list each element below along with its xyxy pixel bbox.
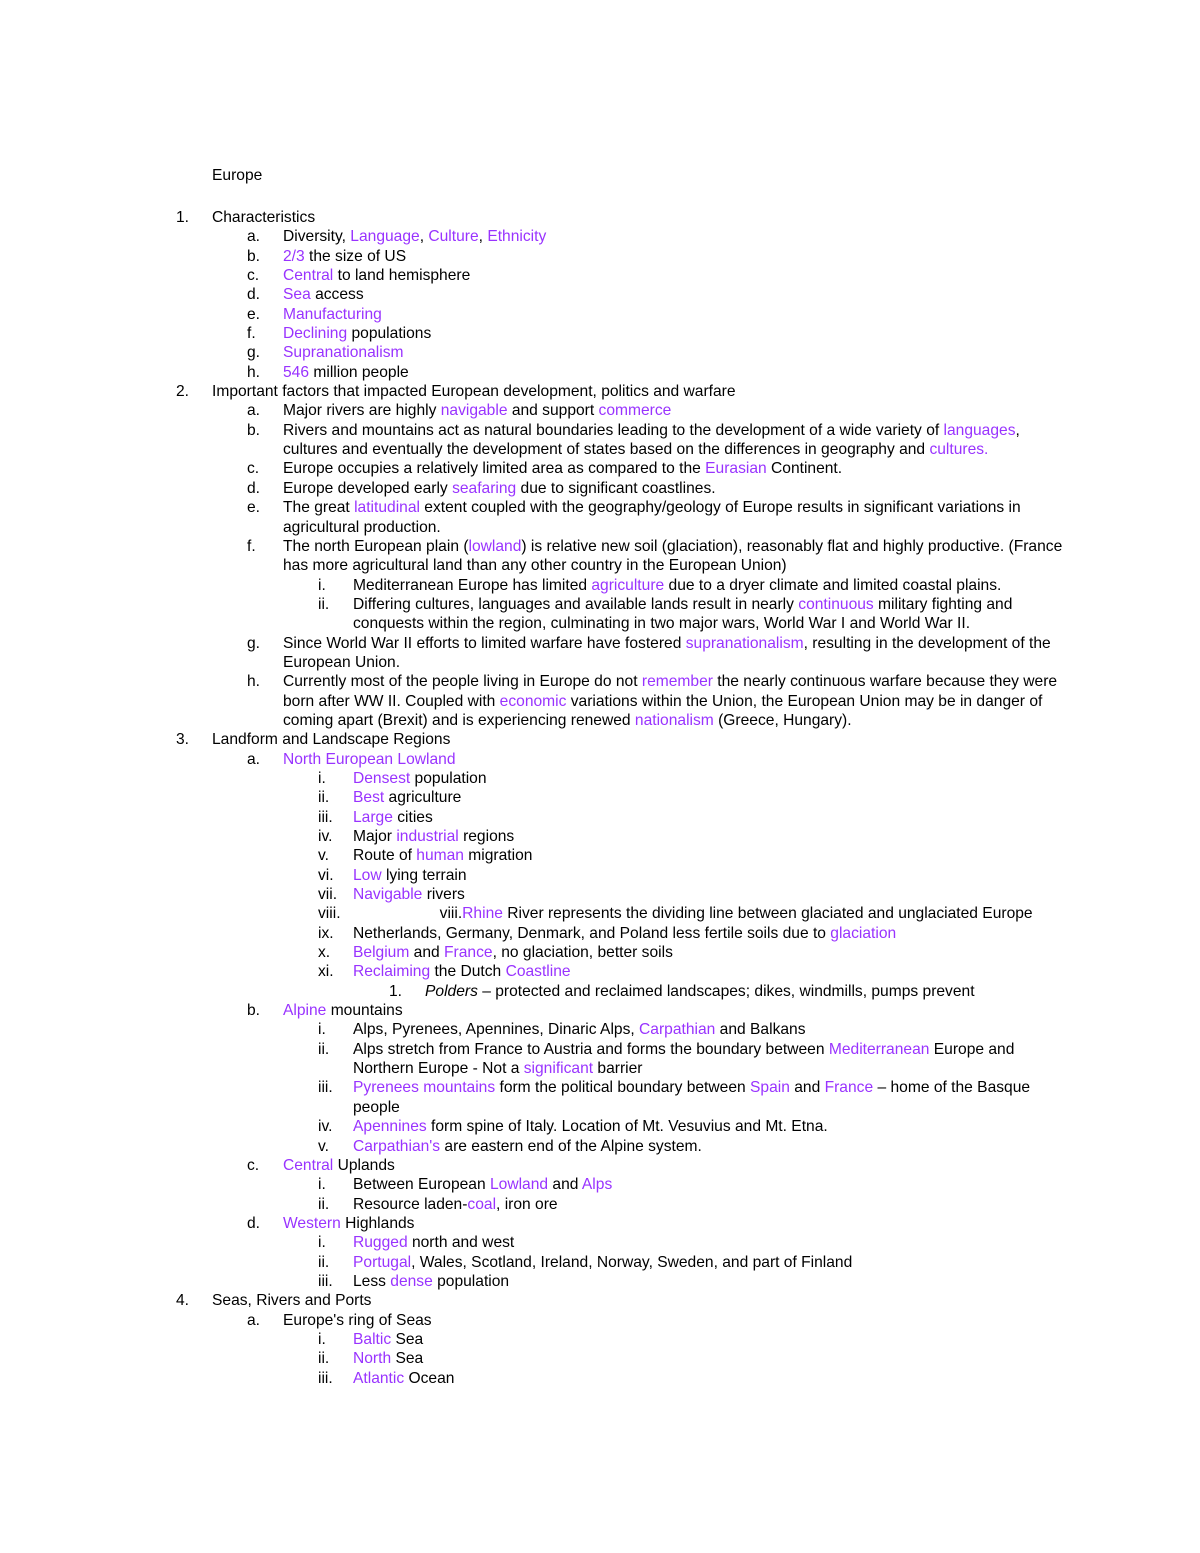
- list-marker: ii.: [318, 1195, 330, 1213]
- list-marker: iv.: [318, 828, 333, 845]
- list-marker: f.: [247, 325, 256, 343]
- text-run: Diversity,: [283, 228, 351, 246]
- list-marker: g.: [247, 344, 261, 362]
- highlighted-term: Baltic: [353, 1330, 392, 1348]
- item-text: [353, 1137, 1073, 1156]
- highlighted-term: Culture: [428, 228, 479, 246]
- list-marker: e.: [247, 499, 261, 517]
- text-run: – protected and reclaimed landscapes; dikes, windmills, pumps prevent: [477, 982, 975, 1000]
- text-run: Since World War II efforts to limited warfare have fostered: [283, 634, 686, 652]
- text-run: Sea: [391, 1350, 424, 1368]
- highlighted-term: cultures.: [929, 441, 989, 459]
- highlighted-term: Large: [353, 808, 393, 826]
- outline-item: [0, 498, 1200, 537]
- item-text: [283, 1156, 1073, 1175]
- list-marker: iv.: [318, 1118, 333, 1136]
- highlighted-term: Belgium: [353, 944, 410, 962]
- list-marker: 4.: [176, 1292, 190, 1310]
- list-marker: iii.: [318, 1272, 333, 1290]
- list-marker: ii.: [318, 789, 330, 807]
- text-run: Major: [353, 828, 397, 845]
- highlighted-term: Spain: [750, 1079, 790, 1097]
- highlighted-term: Western: [283, 1214, 341, 1232]
- outline-item: [0, 537, 1200, 576]
- text-run: and: [789, 1079, 825, 1097]
- text-run: barrier: [593, 1060, 643, 1078]
- item-text: [353, 885, 1073, 904]
- text-run: rivers: [422, 886, 465, 904]
- outline-list: [0, 208, 1200, 1388]
- list-marker: b.: [247, 421, 261, 439]
- highlighted-term: Supranationalism: [283, 344, 404, 362]
- highlighted-term: human: [416, 847, 464, 865]
- text-run: – home of the Basque people: [353, 1079, 1031, 1116]
- item-text: [353, 576, 1073, 595]
- text-run: Resource laden-: [353, 1195, 468, 1213]
- outline-item: [0, 1175, 1200, 1194]
- item-text: [353, 827, 1073, 846]
- outline-item: [0, 1291, 1200, 1310]
- text-run: agriculture: [384, 789, 462, 807]
- highlighted-term: Sea: [283, 286, 311, 304]
- outline-item: [0, 1117, 1200, 1136]
- text-run: ,: [419, 228, 429, 246]
- text-run: and Balkans: [715, 1021, 806, 1039]
- highlighted-term: navigable: [440, 402, 508, 420]
- highlighted-term: significant: [523, 1060, 594, 1078]
- text-run: lying terrain: [381, 866, 467, 884]
- list-marker: ii.: [318, 1350, 330, 1368]
- item-text: [353, 1195, 1073, 1214]
- list-marker: i.: [318, 769, 326, 787]
- text-run: regions: [458, 828, 515, 845]
- highlighted-term: agriculture: [591, 576, 665, 594]
- outline-item: [0, 943, 1200, 962]
- item-text: [283, 266, 1073, 285]
- highlighted-term: remember: [641, 673, 713, 691]
- text-run: Seas, Rivers and Ports: [212, 1292, 372, 1310]
- outline-item: [0, 324, 1200, 343]
- text-run: Between European: [353, 1176, 490, 1194]
- list-marker: i.: [318, 1234, 326, 1252]
- highlighted-term: seafaring: [452, 479, 517, 497]
- list-marker: f.: [247, 537, 256, 555]
- item-text: [283, 343, 1073, 362]
- outline-item: [0, 479, 1200, 498]
- list-marker: ii.: [318, 1253, 330, 1271]
- list-marker: iii.: [318, 808, 333, 826]
- item-text: [283, 305, 1073, 324]
- item-text: [283, 363, 1073, 382]
- text-run: Ocean: [404, 1369, 455, 1387]
- list-marker: a.: [247, 228, 261, 246]
- item-text: [353, 1369, 1073, 1388]
- text-run: population: [432, 1272, 510, 1290]
- outline-item: [0, 769, 1200, 788]
- text-run: and: [409, 944, 445, 962]
- list-marker: c.: [247, 1156, 260, 1174]
- highlighted-term: Central: [283, 267, 334, 285]
- item-text: [353, 866, 1073, 885]
- list-marker: vi.: [318, 866, 334, 884]
- list-marker: ii.: [318, 1040, 330, 1058]
- text-run: to land hemisphere: [333, 267, 471, 285]
- list-marker: iii.: [318, 1369, 333, 1387]
- item-text: [283, 634, 1073, 673]
- list-marker: a.: [247, 750, 261, 768]
- outline-item: [0, 595, 1200, 634]
- italic-term: Polders: [425, 982, 478, 1000]
- outline-item: [0, 266, 1200, 285]
- item-text: [353, 943, 1073, 962]
- text-run: Differing cultures, languages and available lands result in nearly: [353, 595, 799, 613]
- text-run: River represents the dividing line between glaciated and unglaciated Europe: [502, 905, 1033, 923]
- highlighted-term: dense: [390, 1272, 433, 1290]
- outline-item: [0, 1040, 1200, 1079]
- outline-item: [0, 1078, 1200, 1117]
- list-marker: b.: [247, 247, 261, 265]
- text-run: cities: [392, 808, 433, 826]
- list-marker: a.: [247, 1311, 261, 1329]
- text-run: migration: [463, 847, 533, 865]
- outline-item: [0, 846, 1200, 865]
- text-run: the nearly continuous warfare because they were born after WW II. Coupled with: [283, 673, 1058, 710]
- item-text: [353, 1117, 1073, 1136]
- outline-item: [0, 885, 1200, 904]
- text-run: (Greece, Hungary).: [713, 711, 852, 729]
- text-run: extent coupled with the geography/geology of Europe results in significant variations in agricultural production.: [283, 499, 1021, 536]
- list-marker: i.: [318, 576, 326, 594]
- list-marker: i.: [318, 1021, 326, 1039]
- outline-item: [0, 788, 1200, 807]
- list-marker: 2.: [176, 383, 190, 401]
- highlighted-term: Densest: [353, 769, 411, 787]
- item-text: [283, 421, 1073, 460]
- outline-item: [0, 1311, 1200, 1330]
- text-run: Rivers and mountains act as natural boundaries leading to the development of a wide variety of: [283, 421, 944, 439]
- item-text: [283, 672, 1073, 730]
- list-marker: b.: [247, 1002, 261, 1020]
- item-text: [283, 1311, 1073, 1330]
- outline-item: [0, 343, 1200, 362]
- text-run: mountains: [326, 1002, 403, 1020]
- item-text: [353, 1272, 1073, 1291]
- highlighted-term: 546: [283, 363, 310, 381]
- text-run: ,: [478, 228, 488, 246]
- item-text: [283, 401, 1073, 420]
- text-run: variations within the Union, the European Union may be in danger of coming apart (Brexit) and is experiencing renewed: [283, 692, 1043, 729]
- text-run: Europe's ring of Seas: [283, 1311, 432, 1329]
- outline-item: [0, 401, 1200, 420]
- item-text: [283, 459, 1073, 478]
- highlighted-term: lowland: [468, 537, 522, 555]
- highlighted-term: Central: [283, 1156, 334, 1174]
- text-run: Highlands: [340, 1214, 415, 1232]
- item-text: [283, 750, 1073, 769]
- item-text: [353, 1020, 1073, 1039]
- outline-item: [0, 285, 1200, 304]
- outline-item: [0, 1233, 1200, 1252]
- highlighted-term: continuous: [798, 595, 874, 613]
- item-text: [283, 285, 1073, 304]
- item-text: [353, 904, 1073, 923]
- text-run: north and west: [407, 1234, 515, 1252]
- item-text: [212, 1291, 1072, 1310]
- item-text: [353, 1330, 1073, 1349]
- highlighted-term: France: [824, 1079, 874, 1097]
- list-marker: xi.: [318, 963, 334, 981]
- text-run: ) is relative new soil (glaciation), reasonably flat and highly productive. (France has more agricultural land than any other country in the European Union): [283, 537, 1063, 575]
- outline-item: [0, 634, 1200, 673]
- text-run: Europe developed early: [283, 479, 453, 497]
- text-run: and: [548, 1176, 582, 1194]
- list-marker: i.: [318, 1330, 326, 1348]
- highlighted-term: Manufacturing: [283, 305, 382, 323]
- outline-item: [0, 982, 1200, 1001]
- highlighted-term: Portugal: [353, 1253, 412, 1271]
- text-run: viii.: [353, 905, 463, 923]
- outline-item: [0, 1349, 1200, 1368]
- outline-item: [0, 904, 1200, 923]
- text-run: Continent.: [766, 460, 843, 478]
- outline-item: [0, 382, 1200, 401]
- highlighted-term: Pyrenees mountains: [353, 1079, 496, 1097]
- highlighted-term: latitudinal: [354, 499, 420, 517]
- text-run: Alps, Pyrenees, Apennines, Dinaric Alps,: [353, 1021, 640, 1039]
- outline-item: [0, 1253, 1200, 1272]
- highlighted-term: nationalism: [634, 711, 714, 729]
- text-run: are eastern end of the Alpine system.: [440, 1137, 702, 1155]
- outline-item: [0, 962, 1200, 981]
- item-text: [353, 595, 1073, 634]
- text-run: , no glaciation, better soils: [492, 944, 673, 962]
- outline-item: [0, 750, 1200, 769]
- text-run: the Dutch: [430, 963, 506, 981]
- outline-item: [0, 1272, 1200, 1291]
- text-run: Mediterranean Europe has limited: [353, 576, 592, 594]
- text-run: and support: [507, 402, 599, 420]
- outline-item: [0, 1001, 1200, 1020]
- text-run: populations: [347, 325, 432, 343]
- item-text: [212, 730, 1072, 749]
- highlighted-term: Declining: [283, 325, 348, 343]
- outline-item: [0, 827, 1200, 846]
- outline-item: [0, 1214, 1200, 1233]
- text-run: Europe occupies a relatively limited area as compared to the: [283, 460, 706, 478]
- text-run: , cultures and eventually the development of states based on the differences in geography and: [283, 421, 1020, 459]
- highlighted-term: Navigable: [353, 886, 423, 904]
- highlighted-term: Alpine: [283, 1002, 327, 1020]
- highlighted-term: Reclaiming: [353, 963, 431, 981]
- item-text: [353, 924, 1073, 943]
- highlighted-term: Carpathian's: [353, 1137, 441, 1155]
- list-marker: v.: [318, 847, 329, 865]
- highlighted-term: Eurasian: [705, 460, 767, 478]
- text-run: Europe and Northern Europe - Not a: [353, 1040, 1015, 1078]
- text-run: The north European plain (: [283, 537, 469, 555]
- text-run: due to a dryer climate and limited coastal plains.: [664, 576, 1002, 594]
- list-marker: h.: [247, 363, 261, 381]
- item-text: [353, 846, 1073, 865]
- item-text: [283, 537, 1073, 576]
- text-run: Netherlands, Germany, Denmark, and Poland less fertile soils due to: [353, 924, 831, 942]
- list-marker: viii.: [318, 905, 341, 923]
- highlighted-term: France: [444, 944, 493, 962]
- outline-item: [0, 808, 1200, 827]
- item-text: [353, 769, 1073, 788]
- text-run: , iron ore: [496, 1195, 558, 1213]
- text-run: Alps stretch from France to Austria and forms the boundary between: [353, 1040, 829, 1058]
- item-text: [283, 479, 1073, 498]
- highlighted-term: industrial: [396, 828, 459, 845]
- list-marker: h.: [247, 673, 261, 691]
- outline-item: [0, 1137, 1200, 1156]
- text-run: The great: [283, 499, 355, 517]
- item-text: [353, 1349, 1073, 1368]
- item-text: [283, 227, 1073, 246]
- highlighted-term: coal: [467, 1195, 497, 1213]
- highlighted-term: supranationalism: [685, 634, 804, 652]
- highlighted-term: Low: [353, 866, 382, 884]
- outline-item: [0, 1330, 1200, 1349]
- outline-item: [0, 208, 1200, 227]
- outline-item: [0, 1156, 1200, 1175]
- list-marker: i.: [318, 1176, 326, 1194]
- item-text: [283, 247, 1073, 266]
- list-marker: d.: [247, 286, 261, 304]
- highlighted-term: Mediterranean: [828, 1040, 930, 1058]
- item-text: [353, 1175, 1073, 1194]
- outline-item: [0, 363, 1200, 382]
- text-run: form the political boundary between: [495, 1079, 751, 1097]
- list-marker: v.: [318, 1137, 329, 1155]
- highlighted-term: glaciation: [830, 924, 897, 942]
- highlighted-term: Lowland: [489, 1176, 549, 1194]
- highlighted-term: North European Lowland: [283, 750, 456, 768]
- list-marker: x.: [318, 944, 331, 962]
- item-text: [353, 962, 1073, 981]
- outline-item: [0, 459, 1200, 478]
- text-run: Route of: [353, 847, 417, 865]
- text-run: Less: [353, 1272, 391, 1290]
- text-run: Sea: [391, 1330, 424, 1348]
- item-text: [353, 808, 1073, 827]
- text-run: due to significant coastlines.: [516, 479, 716, 497]
- document-title: Europe: [212, 167, 263, 184]
- text-run: , Wales, Scotland, Ireland, Norway, Sweden, and part of Finland: [411, 1253, 853, 1271]
- outline-item: [0, 421, 1200, 460]
- text-run: Landform and Landscape Regions: [212, 731, 451, 749]
- list-marker: vii.: [318, 886, 338, 904]
- highlighted-term: Language: [350, 228, 420, 246]
- item-text: [425, 982, 1073, 1001]
- highlighted-term: Atlantic: [353, 1369, 405, 1387]
- outline-item: [0, 247, 1200, 266]
- text-run: form spine of Italy. Location of Mt. Vesuvius and Mt. Etna.: [426, 1118, 828, 1136]
- item-text: [353, 1078, 1073, 1117]
- highlighted-term: North: [353, 1350, 392, 1368]
- list-marker: d.: [247, 1214, 261, 1232]
- list-marker: ii.: [318, 595, 330, 613]
- outline-item: [0, 1369, 1200, 1388]
- highlighted-term: Carpathian: [639, 1021, 716, 1039]
- highlighted-term: Rugged: [353, 1234, 408, 1252]
- text-run: million people: [309, 363, 409, 381]
- text-run: Uplands: [333, 1156, 395, 1174]
- list-marker: d.: [247, 479, 261, 497]
- outline-item: [0, 672, 1200, 730]
- outline-item: [0, 924, 1200, 943]
- highlighted-term: 2/3: [283, 247, 305, 265]
- text-run: the size of US: [304, 247, 407, 265]
- outline-item: [0, 576, 1200, 595]
- list-marker: c.: [247, 460, 260, 478]
- outline-item: [0, 730, 1200, 749]
- highlighted-term: Ethnicity: [487, 228, 547, 246]
- highlighted-term: Apennines: [353, 1118, 427, 1136]
- item-text: [353, 1040, 1073, 1079]
- outline-item: [0, 227, 1200, 246]
- outline-item: [0, 305, 1200, 324]
- text-run: Characteristics: [212, 209, 316, 226]
- item-text: [283, 324, 1073, 343]
- highlighted-term: Best: [353, 789, 385, 807]
- outline-item: [0, 1020, 1200, 1039]
- item-text: [283, 1214, 1073, 1233]
- item-text: [283, 1001, 1073, 1020]
- text-run: Important factors that impacted European development, politics and warfare: [212, 383, 736, 401]
- outline-item: [0, 866, 1200, 885]
- highlighted-term: economic: [499, 692, 567, 710]
- item-text: [212, 382, 1072, 401]
- text-run: Currently most of the people living in Europe do not: [283, 673, 642, 691]
- highlighted-term: Alps: [581, 1176, 613, 1194]
- list-marker: c.: [247, 267, 260, 285]
- highlighted-term: Rhine: [462, 905, 503, 923]
- list-marker: 1.: [176, 209, 190, 226]
- item-text: [353, 1253, 1073, 1272]
- item-text: [353, 1233, 1073, 1252]
- item-text: [212, 208, 1072, 227]
- text-run: population: [410, 769, 487, 787]
- outline-item: [0, 1195, 1200, 1214]
- item-text: [353, 788, 1073, 807]
- list-marker: iii.: [318, 1079, 333, 1097]
- highlighted-term: Coastline: [505, 963, 571, 981]
- item-text: [283, 498, 1073, 537]
- text-run: access: [310, 286, 364, 304]
- list-marker: 3.: [176, 731, 190, 749]
- list-marker: e.: [247, 305, 261, 323]
- text-run: military fighting and conquests within the region, culminating in two major wars, World War I and World War II.: [353, 595, 1013, 633]
- list-marker: 1.: [389, 982, 403, 1000]
- list-marker: ix.: [318, 924, 334, 942]
- list-marker: a.: [247, 402, 261, 420]
- text-run: Major rivers are highly: [283, 402, 441, 420]
- highlighted-term: commerce: [598, 402, 672, 420]
- text-run: , resulting in the development of the European Union.: [283, 634, 1051, 671]
- list-marker: g.: [247, 634, 261, 652]
- highlighted-term: languages: [943, 421, 1016, 439]
